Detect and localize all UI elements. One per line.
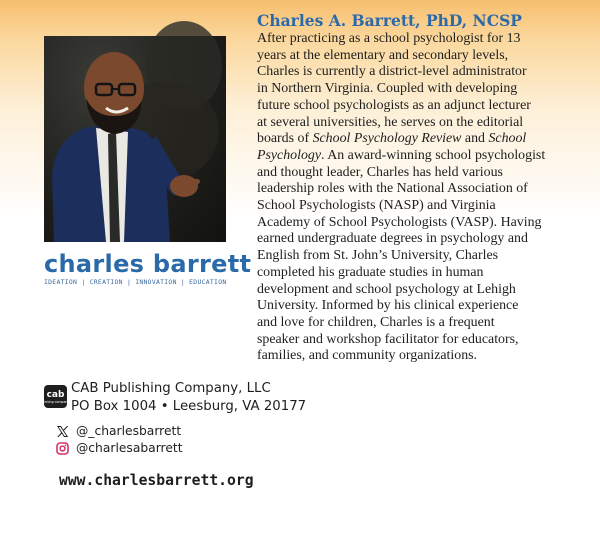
cab-logo-text: cab: [46, 390, 65, 400]
bio-line: [257, 181, 577, 198]
bio-text: School Psychologists (NASP) and Virginia: [257, 198, 496, 214]
bio-text: boards of: [257, 131, 313, 147]
bio-text: Academy of School Psychologists (VASP). Having: [257, 214, 542, 230]
website-link[interactable]: www.charlesbarrett.org: [59, 472, 254, 489]
bio-line: [257, 231, 577, 248]
bio-text: and love for children, Charles is a frequent: [257, 314, 495, 330]
bio-line: [257, 265, 577, 282]
bio-text: University. Informed by his clinical experience: [257, 298, 519, 314]
bio-line: [257, 31, 577, 48]
bio-text: and thought leader, Charles has held various: [257, 164, 503, 180]
bio-italic-title: School: [488, 131, 527, 147]
author-photo: [44, 36, 226, 242]
x-logo-icon: [56, 425, 69, 438]
author-photo-illustration: [44, 36, 226, 242]
bio-line: [257, 282, 577, 299]
bio-line: [257, 315, 577, 332]
cab-logo-subtext: publishing company llc: [37, 400, 74, 404]
author-name: Charles A. Barrett, PhD, NCSP: [257, 11, 522, 30]
bio-italic-title: Psychology: [257, 147, 322, 163]
instagram-handle: @charlesabarrett: [76, 441, 183, 455]
bio-line: [257, 115, 577, 132]
bio-line: [257, 298, 577, 315]
bio-line: [257, 332, 577, 349]
x-handle-row[interactable]: [56, 423, 181, 439]
bio-text: earned undergraduate degrees in psychology and: [257, 231, 528, 247]
bio-text: in Northern Virginia. Coupled with developing: [257, 81, 518, 97]
author-bio: [257, 31, 577, 365]
bio-text: Charles is currently a district-level administrator: [257, 64, 527, 80]
bio-text: and: [461, 131, 489, 147]
bio-text: leadership roles with the National Association of: [257, 181, 528, 197]
bio-text: future school psychologists as an adjunct lecturer: [257, 97, 531, 113]
bio-line: [257, 98, 577, 115]
bio-text: After practicing as a school psychologist for 13: [257, 31, 521, 46]
brand-name: charles barrett: [44, 250, 252, 278]
instagram-icon: [56, 442, 69, 455]
bio-line: [257, 198, 577, 215]
bio-line: [257, 131, 577, 148]
bio-text: development and school psychology at Lehigh: [257, 281, 516, 297]
bio-text: at several universities, he serves on the editorial: [257, 114, 524, 130]
x-handle: @_charlesbarrett: [76, 424, 182, 438]
bio-line: [257, 148, 577, 165]
bio-line: [257, 248, 577, 265]
brand-tagline: IDEATION | CREATION | INNOVATION | EDUCATION: [44, 278, 227, 286]
bio-text: English from St. John’s University, Charles: [257, 248, 499, 264]
publisher-address: PO Box 1004 • Leesburg, VA 20177: [71, 399, 307, 414]
bio-line: [257, 165, 577, 182]
bio-text: years at the elementary and secondary levels,: [257, 47, 509, 63]
bio-line: [257, 48, 577, 65]
cab-publishing-logo-icon: [37, 385, 74, 408]
publisher-name: CAB Publishing Company, LLC: [71, 381, 271, 396]
bio-line: [257, 64, 577, 81]
instagram-handle-row[interactable]: [56, 440, 183, 456]
bio-text: . An award-winning school psychologist: [321, 147, 546, 163]
bio-text: completed his graduate studies in human: [257, 264, 484, 280]
bio-line: [257, 348, 577, 365]
bio-text: families, and community organizations.: [257, 348, 478, 364]
bio-italic-title: School Psychology Review: [312, 131, 462, 147]
bio-text: speaker and workshop facilitator for educators,: [257, 331, 519, 347]
bio-line: [257, 215, 577, 232]
bio-line: [257, 81, 577, 98]
